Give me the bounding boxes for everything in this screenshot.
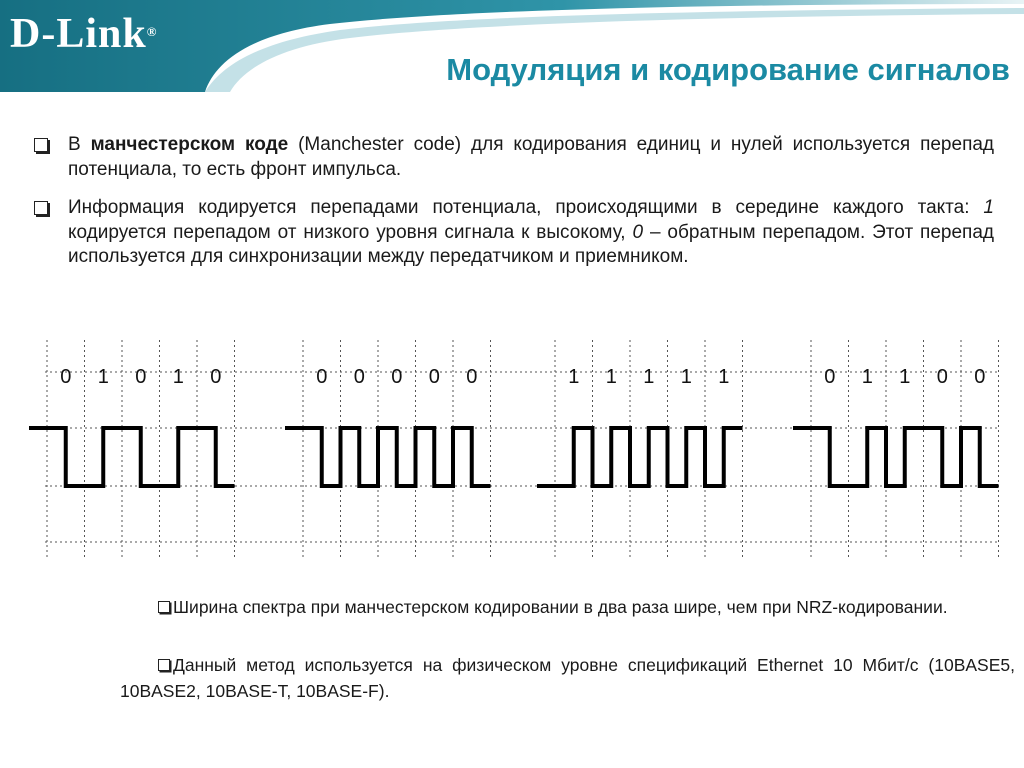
bullet-manchester-definition xyxy=(34,133,994,182)
note-spectrum-width xyxy=(120,594,1015,620)
bit-label: 1 xyxy=(605,366,617,388)
checkbox-bullet-icon xyxy=(34,138,48,152)
bullet-text: Информация кодируется перепадами потенциала, происходящими в середине каждого такта: xyxy=(68,197,984,218)
bit-label: 0 xyxy=(936,366,948,388)
bullet-encoding-rule xyxy=(34,196,994,270)
bit-label: 1 xyxy=(97,366,109,388)
bit-label: 1 xyxy=(680,366,692,388)
manchester-signal-waveform xyxy=(29,428,235,486)
bullet-bold-term: манчестерском коде xyxy=(90,134,289,155)
bit-label: 1 xyxy=(899,366,911,388)
checkbox-bullet-icon xyxy=(158,601,170,613)
bullet-italic-one: 1 xyxy=(983,197,994,218)
bit-label: 1 xyxy=(568,366,580,388)
bit-label: 1 xyxy=(643,366,655,388)
dlink-logo: D-Link® xyxy=(10,11,158,57)
bullet-italic-zero: 0 xyxy=(632,221,644,243)
checkbox-bullet-icon xyxy=(34,201,48,215)
note-text: Ширина спектра при манчестерском кодировании в два раза шире, чем при NRZ-кодировании. xyxy=(173,597,948,617)
checkbox-bullet-icon xyxy=(158,659,170,671)
bit-label: 0 xyxy=(466,366,478,388)
manchester-signal-waveform xyxy=(285,428,491,486)
bullet-text: – обратным перепадом. Этот перепад используется для синхронизации между передатчиком и приемником. xyxy=(68,221,994,267)
bit-label: 0 xyxy=(210,366,222,388)
header-banner xyxy=(0,0,1024,95)
bit-label: 1 xyxy=(718,366,730,388)
bit-label: 0 xyxy=(316,366,328,388)
note-ethernet-usage xyxy=(120,652,1015,704)
note-text: Данный метод используется на физическом уровне спецификаций Ethernet 10 Мбит/с (10BASE5, 10BASE2, 10BASE-T, 10BASE-F). xyxy=(120,655,1015,701)
bullet-text: В xyxy=(68,134,91,155)
bit-label: 0 xyxy=(135,366,147,388)
slide-title: Модуляция и кодирование сигналов xyxy=(446,52,1010,87)
bit-label: 0 xyxy=(391,366,403,388)
bit-label: 0 xyxy=(353,366,365,388)
bit-label: 0 xyxy=(60,366,72,388)
bit-label: 0 xyxy=(428,366,440,388)
bit-label: 1 xyxy=(861,366,873,388)
bullet-text: кодируется перепадом от низкого уровня сигнала к высокому, xyxy=(68,221,633,243)
bullet-text: (Manchester code) для кодирования единиц и нулей используется перепад потенциала, то есть фронт импульса. xyxy=(68,134,995,180)
bit-label: 0 xyxy=(824,366,836,388)
manchester-signal-waveform xyxy=(793,428,999,486)
manchester-signal-waveform xyxy=(537,428,743,486)
manchester-timing-diagram xyxy=(0,332,1024,572)
bit-label: 1 xyxy=(172,366,184,388)
bit-label: 0 xyxy=(974,366,986,388)
